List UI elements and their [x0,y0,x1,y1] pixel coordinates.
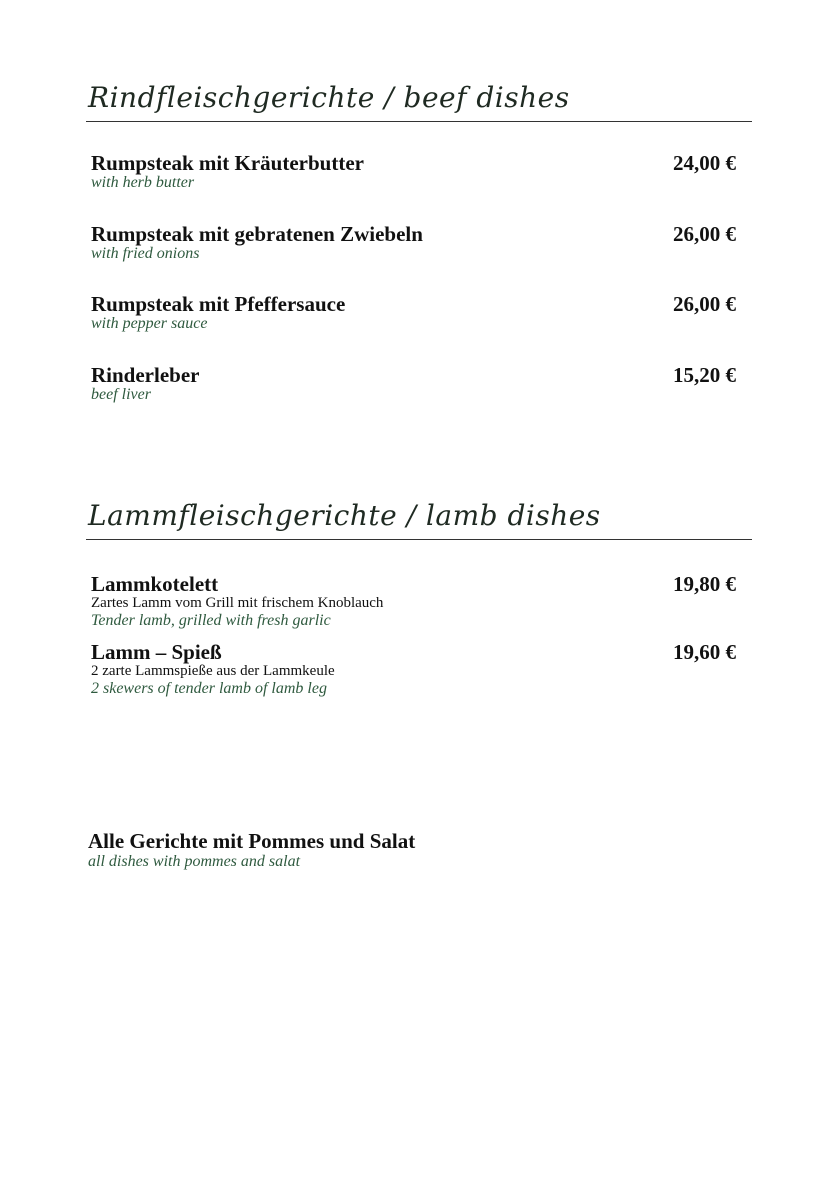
menu-item-name: Lamm – Spieß [91,640,222,664]
beef-section-divider [86,121,752,122]
menu-item-price: 15,20 € [673,363,736,387]
menu-item-name: Rumpsteak mit gebratenen Zwiebeln [91,222,423,246]
menu-item-name: Rumpsteak mit Pfeffersauce [91,292,346,316]
menu-item-rumpsteak-kraeuterbutter [91,152,736,192]
menu-item-english: with pepper sauce [91,315,208,332]
menu-item-lamm-spiess [91,641,736,698]
beef-section-header [86,62,752,122]
menu-item-english: with fried onions [91,245,200,262]
menu-item-rumpsteak-zwiebeln [91,223,736,263]
menu-item-german: Zartes Lamm vom Grill mit frischem Knoblauch [91,595,384,611]
menu-item-english: Tender lamb, grilled with fresh garlic [91,612,331,629]
menu-item-german: 2 zarte Lammspieße aus der Lammkeule [91,663,335,679]
beef-section-title: Rindfleischgerichte / beef dishes [88,81,570,114]
menu-item-english: beef liver [91,386,151,403]
lamb-section-divider [86,539,752,540]
footer-note-english: all dishes with pommes and salat [88,853,301,870]
menu-item-lammkotelett [91,573,736,630]
footer-note-german: Alle Gerichte mit Pommes und Salat [88,829,416,853]
menu-item-price: 26,00 € [673,222,736,246]
menu-item-name: Lammkotelett [91,572,219,596]
menu-item-rinderleber [91,364,736,404]
menu-item-name: Rumpsteak mit Kräuterbutter [91,151,364,175]
menu-item-name: Rinderleber [91,363,200,387]
lamb-section-header [86,480,752,540]
menu-item-price: 26,00 € [673,292,736,316]
menu-item-price: 19,80 € [673,572,736,596]
menu-item-rumpsteak-pfeffersauce [91,293,736,333]
lamb-section-title: Lammfleischgerichte / lamb dishes [88,499,601,532]
menu-item-price: 19,60 € [673,640,736,664]
menu-item-english: 2 skewers of tender lamb of lamb leg [91,680,327,697]
footer-note [88,829,415,871]
menu-item-price: 24,00 € [673,151,736,175]
menu-item-english: with herb butter [91,174,195,191]
